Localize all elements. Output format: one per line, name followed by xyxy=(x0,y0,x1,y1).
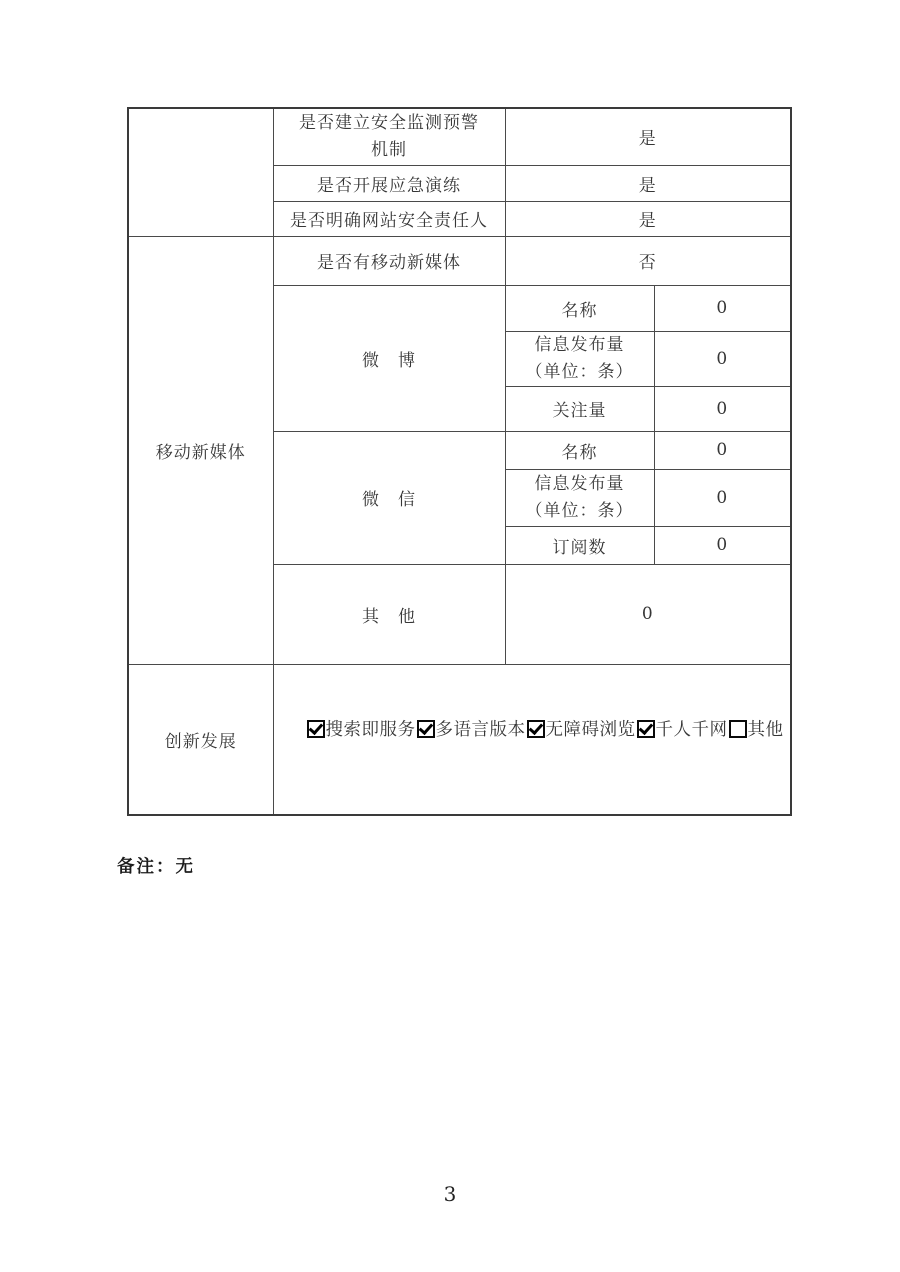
wechat-publish-value: 0 xyxy=(654,469,791,526)
table-row xyxy=(128,664,791,815)
wechat-label: 微 信 xyxy=(273,431,505,564)
mobile-media-category: 移动新媒体 xyxy=(128,236,273,664)
weibo-name-value: 0 xyxy=(654,285,791,331)
has-mobile-media-label: 是否有移动新媒体 xyxy=(273,236,505,285)
unchecked-checkbox-icon xyxy=(729,720,747,738)
security-monitor-label-line2: 机制 xyxy=(371,139,407,160)
security-monitor-label-line1: 是否建立安全监测预警 xyxy=(299,112,479,133)
other-media-value: 0 xyxy=(505,564,791,664)
page-number: 3 xyxy=(443,1182,457,1206)
innovation-options-line xyxy=(274,716,791,741)
weibo-publish-value: 0 xyxy=(654,331,791,386)
table-row xyxy=(128,236,791,285)
option-accessibility-label: 无障碍浏览 xyxy=(545,719,636,740)
weibo-followers-label: 关注量 xyxy=(505,386,654,431)
option-multilingual-label: 多语言版本 xyxy=(435,719,526,740)
weibo-name-label: 名称 xyxy=(505,285,654,331)
has-mobile-media-value: 否 xyxy=(505,236,791,285)
wechat-publish-label-line2: （单位：条） xyxy=(525,500,634,521)
other-media-label: 其 他 xyxy=(273,564,505,664)
innovation-options-cell xyxy=(273,664,791,815)
emergency-drill-value: 是 xyxy=(505,165,791,201)
table-row xyxy=(128,108,791,165)
wechat-subscribers-value: 0 xyxy=(654,526,791,564)
wechat-name-label: 名称 xyxy=(505,431,654,469)
annual-report-table xyxy=(127,107,792,816)
weibo-publish-label xyxy=(505,331,654,386)
security-monitor-value: 是 xyxy=(505,108,791,165)
remark-note: 备注：无 xyxy=(117,857,195,877)
weibo-publish-label-line1: 信息发布量 xyxy=(534,334,625,355)
option-other-label: 其他 xyxy=(747,719,784,740)
wechat-name-value: 0 xyxy=(654,431,791,469)
checked-checkbox-icon xyxy=(527,720,545,738)
innovation-category: 创新发展 xyxy=(128,664,273,815)
security-monitor-label xyxy=(273,108,505,165)
wechat-subscribers-label: 订阅数 xyxy=(505,526,654,564)
security-category-cell-empty xyxy=(128,108,273,236)
weibo-label: 微 博 xyxy=(273,285,505,431)
wechat-publish-label-line1: 信息发布量 xyxy=(534,473,625,494)
security-person-label: 是否明确网站安全责任人 xyxy=(273,201,505,236)
option-personalized-label: 千人千网 xyxy=(655,719,728,740)
checked-checkbox-icon xyxy=(417,720,435,738)
checked-checkbox-icon xyxy=(307,720,325,738)
weibo-publish-label-line2: （单位：条） xyxy=(525,361,634,382)
wechat-publish-label xyxy=(505,469,654,526)
checked-checkbox-icon xyxy=(637,720,655,738)
option-search-service-label: 搜索即服务 xyxy=(325,719,416,740)
security-person-value: 是 xyxy=(505,201,791,236)
emergency-drill-label: 是否开展应急演练 xyxy=(273,165,505,201)
weibo-followers-value: 0 xyxy=(654,386,791,431)
